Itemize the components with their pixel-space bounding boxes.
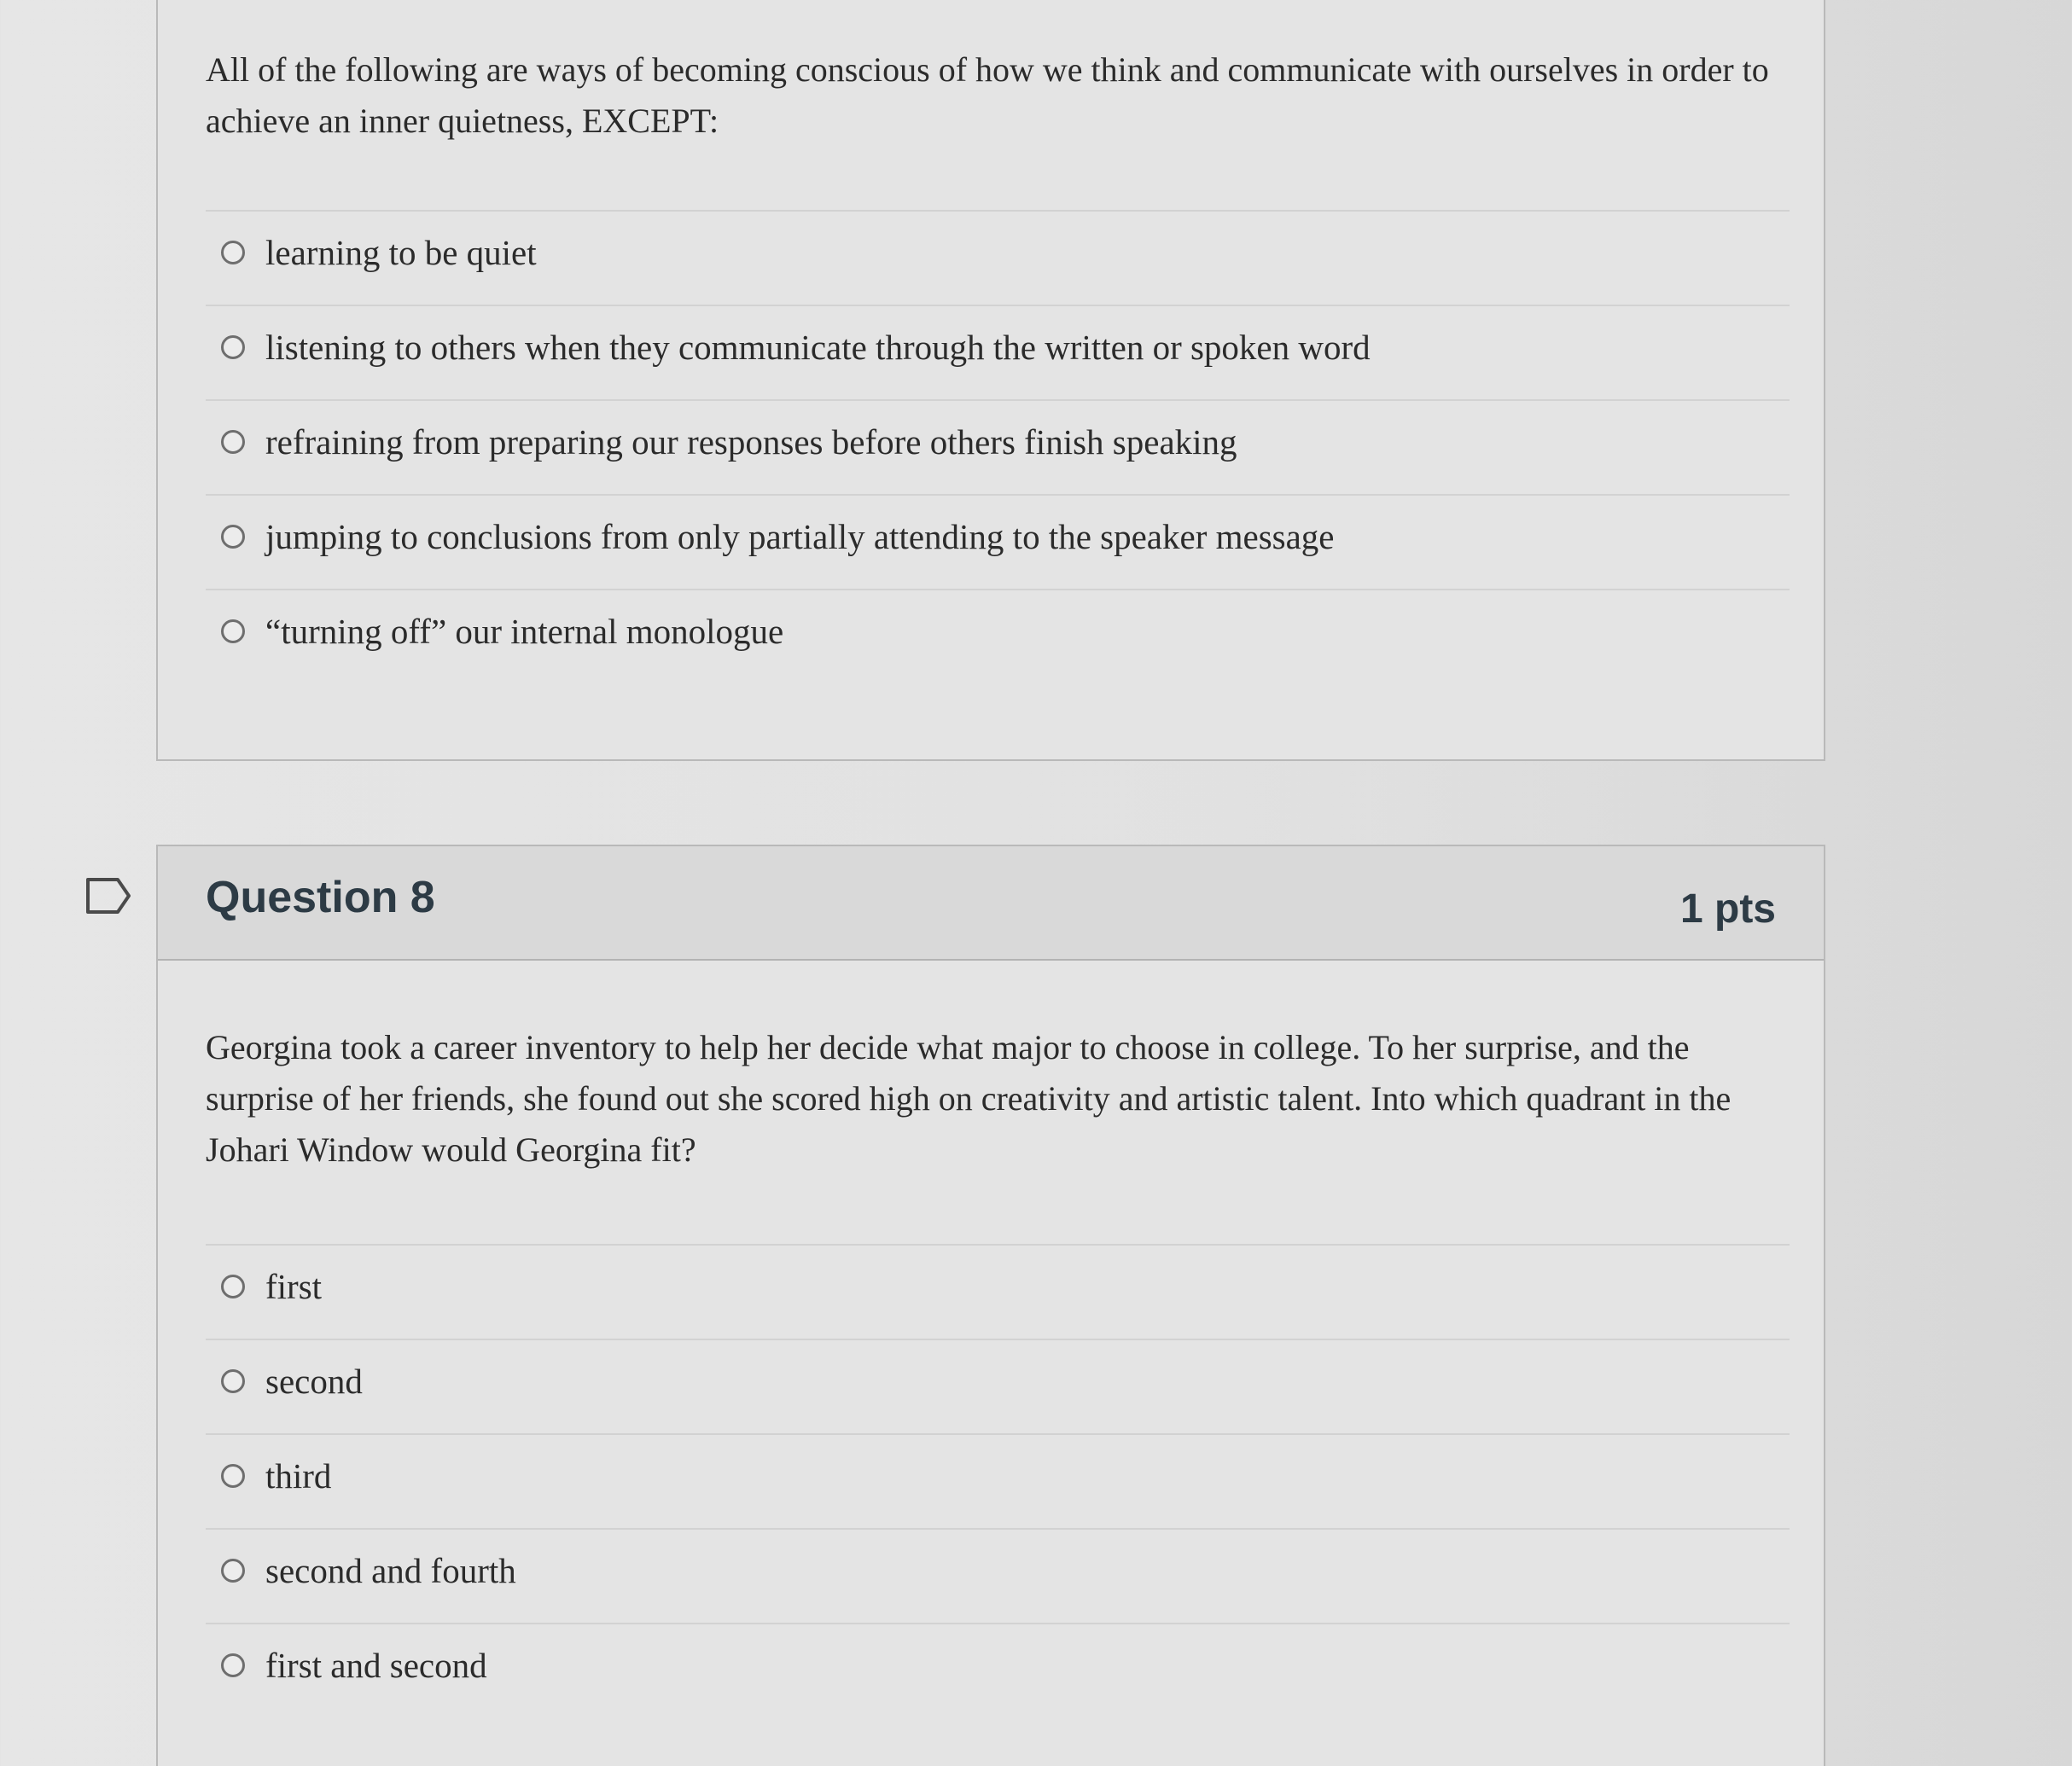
answer-label[interactable]: second and fourth xyxy=(265,1551,516,1590)
answer-option[interactable] xyxy=(206,1435,1790,1530)
radio-button-icon[interactable] xyxy=(221,1653,245,1677)
answer-option[interactable] xyxy=(206,1340,1790,1435)
question-7-text: All of the following are ways of becoming conscious of how we think and communicate with ourselves in order to achieve an inner quietness, EXCEPT: xyxy=(206,50,1769,140)
question-points: 1 pts xyxy=(1679,886,1776,932)
radio-button-icon[interactable] xyxy=(221,430,245,454)
answer-option[interactable] xyxy=(206,1624,1790,1719)
radio-button-icon[interactable] xyxy=(221,1275,245,1298)
radio-button-icon[interactable] xyxy=(221,335,245,359)
answer-option[interactable] xyxy=(206,1246,1790,1340)
answer-label[interactable]: first xyxy=(265,1267,323,1306)
answer-label[interactable]: first and second xyxy=(265,1646,487,1685)
answer-label[interactable]: learning to be quiet xyxy=(265,233,537,272)
radio-button-icon[interactable] xyxy=(221,525,245,549)
answer-option[interactable] xyxy=(206,590,1790,685)
answer-option[interactable] xyxy=(206,401,1790,496)
question-title: Question 8 xyxy=(206,873,435,922)
answer-label[interactable]: jumping to conclusions from only partially attending to the speaker message xyxy=(265,517,1335,556)
answer-label[interactable]: listening to others when they communicate through the written or spoken word xyxy=(265,328,1371,367)
flag-question-icon[interactable] xyxy=(85,877,131,915)
question-8-text: Georgina took a career inventory to help her decide what major to choose in college. To her surprise, and the surprise of her friends, she found out she scored high on creativity and artistic talent. Into which quadrant in the Johari Window would Georgina fit? xyxy=(206,1028,1732,1169)
answer-label[interactable]: refraining from preparing our responses before others finish speaking xyxy=(265,422,1237,462)
question-header xyxy=(158,846,1824,961)
answer-label[interactable]: “turning off” our internal monologue xyxy=(265,612,784,651)
radio-button-icon[interactable] xyxy=(221,619,245,643)
question-8-card xyxy=(156,845,1825,1766)
answer-label[interactable]: third xyxy=(265,1456,332,1496)
radio-button-icon[interactable] xyxy=(221,241,245,264)
question-7-card xyxy=(156,0,1825,761)
answer-option[interactable] xyxy=(206,1530,1790,1624)
answer-option[interactable] xyxy=(206,496,1790,590)
question-8-answers xyxy=(206,1244,1790,1719)
answer-option[interactable] xyxy=(206,306,1790,401)
radio-button-icon[interactable] xyxy=(221,1559,245,1583)
question-7-answers xyxy=(206,210,1790,685)
radio-button-icon[interactable] xyxy=(221,1369,245,1393)
radio-button-icon[interactable] xyxy=(221,1464,245,1488)
answer-label[interactable]: second xyxy=(265,1362,363,1401)
answer-option[interactable] xyxy=(206,212,1790,306)
